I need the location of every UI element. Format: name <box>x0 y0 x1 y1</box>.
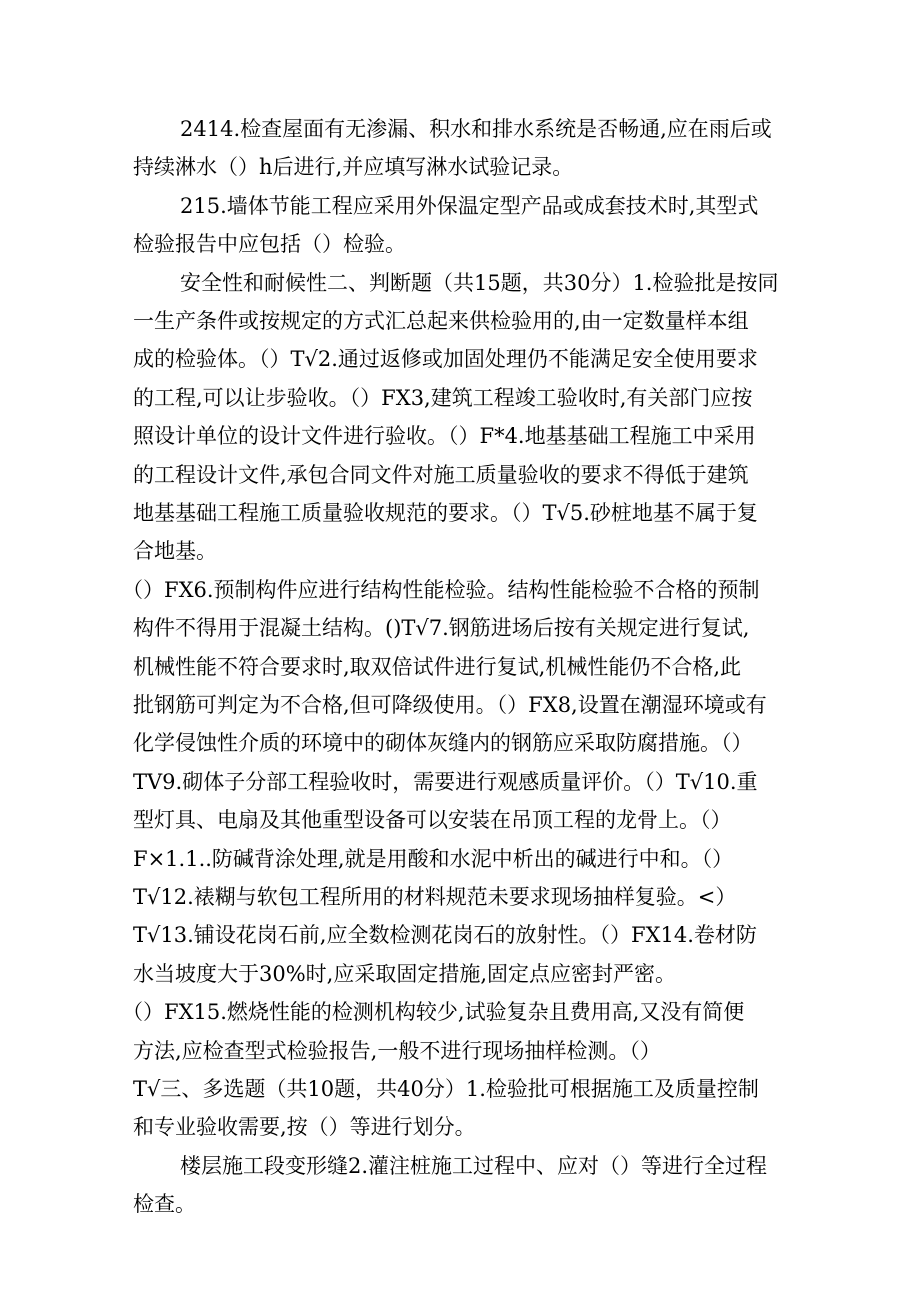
text-line: 合地基。 <box>133 539 217 563</box>
text-line: 的工程设计文件,承包合同文件对施工质量验收的要求不得低于建筑 <box>133 463 749 487</box>
text-line: 和专业验收需要,按（）等进行划分。 <box>133 1115 476 1139</box>
text-line: （）FX6.预制构件应进行结构性能检验。结构性能检验不合格的预制 <box>122 578 760 602</box>
text-line: 批钢筋可判定为不合格,但可降级使用。（）FX8,设置在潮湿环境或有 <box>133 693 767 717</box>
text-line: 成的检验体。（）T√2.通过返修或加固处理仍不能满足安全使用要求 <box>133 347 758 371</box>
text-line: 检验报告中应包括（）检验。 <box>133 232 406 256</box>
text-line: 一生产条件或按规定的方式汇总起来供检验用的,由一定数量样本组 <box>133 309 749 333</box>
text-line: 构件不得用于混凝土结构。()T√7.钢筋进场后按有关规定进行复试, <box>133 616 750 640</box>
text-line: TV9.砌体子分部工程验收时，需要进行观感质量评价。（）T√10.重 <box>133 770 758 794</box>
text-line: 的工程,可以让步验收。（）FX3,建筑工程竣工验收时,有关部门应按 <box>133 386 753 410</box>
text-line: 215.墙体节能工程应采用外保温定型产品或成套技术时,其型式 <box>180 194 759 218</box>
text-line: 检查。 <box>133 1192 196 1216</box>
text-line: （）FX15.燃烧性能的检测机构较少,试验复杂且费用高,又没有简便 <box>122 1000 745 1024</box>
text-line: 2414.检查屋面有无渗漏、积水和排水系统是否畅通,应在雨后或 <box>180 117 772 141</box>
text-line: 地基基础工程施工质量验收规范的要求。（）T√5.砂桩地基不属于复 <box>133 501 758 525</box>
text-line: 水当坡度大于30%时,应采取固定措施,固定点应密封严密。 <box>133 962 677 986</box>
text-line: T√13.铺设花岗石前,应全数检测花岗石的放射性。（）FX14.卷材防 <box>133 923 757 947</box>
text-line: 安全性和耐候性二、判断题（共15题，共30分）1.检验批是按同 <box>180 271 779 295</box>
text-line: 持续淋水（）h后进行,并应填写淋水试验记录。 <box>133 155 574 179</box>
text-line: 方法,应检查型式检验报告,一般不进行现场抽样检测。（） <box>133 1039 661 1063</box>
text-line: 化学侵蚀性介质的环境中的砌体灰缝内的钢筋应采取防腐措施。（） <box>133 731 753 755</box>
text-line: 照设计单位的设计文件进行验收。（）F*4.地基基础工程施工中采用 <box>133 424 756 448</box>
text-line: 楼层施工段变形缝2.灌注桩施工过程中、应对（）等进行全过程 <box>180 1154 768 1178</box>
text-line: 机械性能不符合要求时,取双倍试件进行复试,机械性能仍不合格,此 <box>133 655 742 679</box>
text-line: 型灯具、电扇及其他重型设备可以安装在吊顶工程的龙骨上。（） <box>133 808 732 832</box>
text-line: T√三、多选题（共10题，共40分）1.检验批可根据施工及质量控制 <box>133 1077 759 1101</box>
text-line: T√12.裱糊与软包工程所用的材料规范未要求现场抽样复验。<） <box>133 885 737 909</box>
text-line: F×1.1..防碱背涂处理,就是用酸和水泥中析出的碱进行中和。（） <box>133 847 734 871</box>
